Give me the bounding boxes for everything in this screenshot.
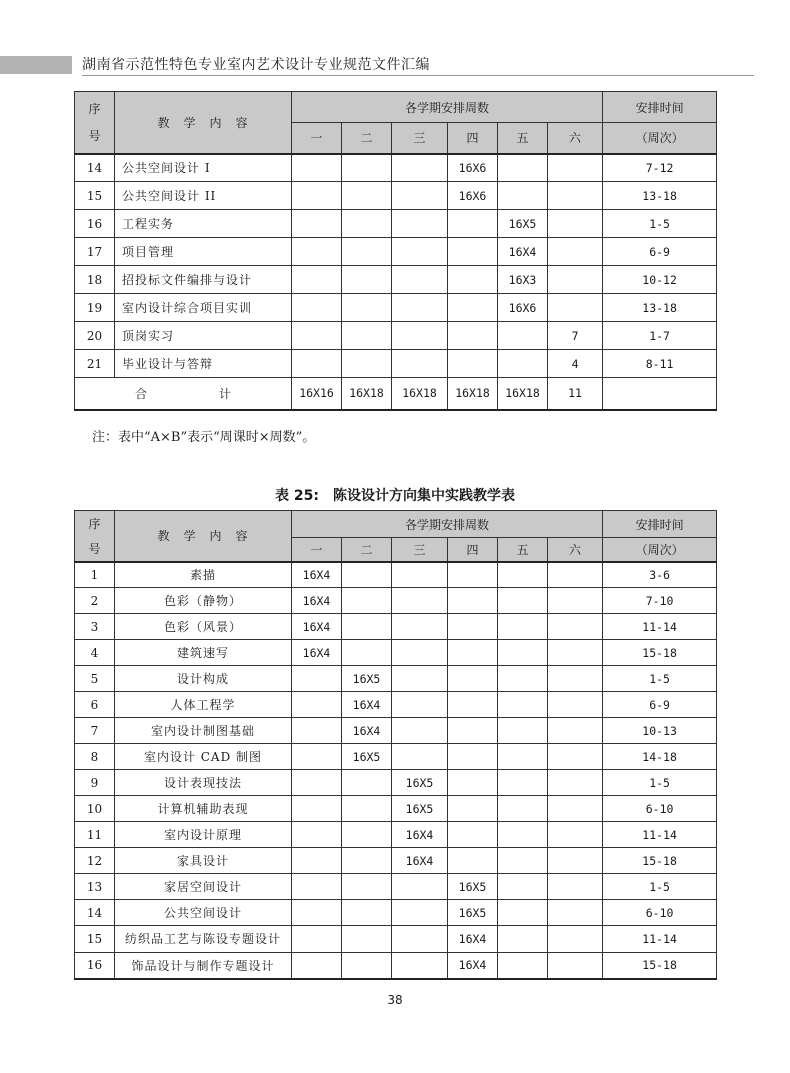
semester-weeks-cell bbox=[392, 562, 448, 588]
semester-weeks-cell bbox=[392, 614, 448, 640]
semester-weeks-cell bbox=[548, 294, 603, 322]
course-content: 色彩（静物） bbox=[115, 588, 292, 614]
semester-weeks-cell bbox=[548, 154, 603, 182]
schedule-time: 10-12 bbox=[603, 266, 717, 294]
schedule-time: 7-12 bbox=[603, 154, 717, 182]
semester-weeks-cell bbox=[498, 718, 548, 744]
header-rule bbox=[82, 75, 754, 76]
header-no-top: 序 bbox=[88, 102, 101, 117]
table-row bbox=[75, 822, 717, 848]
semester-weeks-cell bbox=[448, 322, 498, 350]
semester-weeks-cell bbox=[448, 744, 498, 770]
semester-weeks-cell bbox=[292, 770, 342, 796]
semester-weeks-cell: 16X4 bbox=[292, 562, 342, 588]
semester-weeks-cell bbox=[548, 822, 603, 848]
semester-weeks-cell bbox=[548, 266, 603, 294]
schedule-time: 15-18 bbox=[603, 953, 717, 979]
semester-weeks-cell bbox=[292, 266, 342, 294]
schedule-time: 10-13 bbox=[603, 718, 717, 744]
course-content: 饰品设计与制作专题设计 bbox=[115, 953, 292, 979]
row-number: 15 bbox=[75, 926, 115, 953]
schedule-time: 11-14 bbox=[603, 926, 717, 953]
schedule-time: 8-11 bbox=[603, 350, 717, 378]
table-row bbox=[75, 562, 717, 588]
semester-weeks-cell bbox=[392, 640, 448, 666]
semester-weeks-cell bbox=[498, 953, 548, 979]
total-row bbox=[75, 378, 717, 410]
semester-weeks-cell bbox=[498, 848, 548, 874]
total-time bbox=[603, 378, 717, 410]
semester-weeks-cell bbox=[392, 266, 448, 294]
table-row bbox=[75, 796, 717, 822]
total-semester-cell: 16X18 bbox=[392, 378, 448, 410]
course-content: 室内设计综合项目实训 bbox=[115, 294, 292, 322]
header-weeks-group: 各学期安排周数 bbox=[292, 92, 603, 123]
schedule-time: 11-14 bbox=[603, 822, 717, 848]
semester-weeks-cell bbox=[342, 294, 392, 322]
semester-weeks-cell bbox=[292, 796, 342, 822]
semester-weeks-cell bbox=[548, 744, 603, 770]
page-number: 38 bbox=[387, 993, 403, 1007]
table-row bbox=[75, 874, 717, 900]
semester-weeks-cell bbox=[498, 822, 548, 848]
semester-weeks-cell bbox=[392, 666, 448, 692]
row-number: 9 bbox=[75, 770, 115, 796]
course-content: 纺织品工艺与陈设专题设计 bbox=[115, 926, 292, 953]
header-no-top: 序 bbox=[88, 516, 101, 531]
semester-weeks-cell bbox=[342, 953, 392, 979]
semester-weeks-cell bbox=[448, 614, 498, 640]
header-no-bottom: 号 bbox=[88, 129, 101, 144]
total-semester-cell: 16X18 bbox=[448, 378, 498, 410]
course-content: 设计构成 bbox=[115, 666, 292, 692]
row-number: 13 bbox=[75, 874, 115, 900]
semester-weeks-cell bbox=[448, 640, 498, 666]
course-content: 室内设计原理 bbox=[115, 822, 292, 848]
header-semester: 六 bbox=[548, 538, 603, 562]
total-semester-cell: 16X18 bbox=[342, 378, 392, 410]
header-semester: 三 bbox=[392, 538, 448, 562]
semester-weeks-cell: 16X4 bbox=[342, 692, 392, 718]
semester-weeks-cell bbox=[448, 692, 498, 718]
semester-weeks-cell bbox=[342, 266, 392, 294]
table-note: 注：表中“A×B”表示“周课时×周数”。 bbox=[92, 430, 316, 445]
semester-weeks-cell bbox=[342, 210, 392, 238]
semester-weeks-cell bbox=[342, 322, 392, 350]
semester-weeks-cell bbox=[548, 210, 603, 238]
semester-weeks-cell bbox=[342, 848, 392, 874]
total-semester-cell: 16X18 bbox=[498, 378, 548, 410]
course-content: 公共空间设计 II bbox=[115, 182, 292, 210]
row-number: 1 bbox=[75, 562, 115, 588]
row-number: 6 bbox=[75, 692, 115, 718]
semester-weeks-cell bbox=[392, 294, 448, 322]
header-band bbox=[0, 56, 72, 74]
semester-weeks-cell bbox=[342, 350, 392, 378]
header-semester: 四 bbox=[448, 538, 498, 562]
semester-weeks-cell bbox=[548, 953, 603, 979]
schedule-time: 6-10 bbox=[603, 900, 717, 926]
semester-weeks-cell bbox=[548, 692, 603, 718]
row-number: 17 bbox=[75, 238, 115, 266]
row-number: 7 bbox=[75, 718, 115, 744]
semester-weeks-cell bbox=[498, 770, 548, 796]
semester-weeks-cell bbox=[448, 562, 498, 588]
semester-weeks-cell bbox=[548, 718, 603, 744]
table-row bbox=[75, 666, 717, 692]
semester-weeks-cell bbox=[548, 874, 603, 900]
row-number: 8 bbox=[75, 744, 115, 770]
semester-weeks-cell bbox=[448, 666, 498, 692]
table-row bbox=[75, 926, 717, 953]
semester-weeks-cell: 16X4 bbox=[292, 614, 342, 640]
semester-weeks-cell bbox=[548, 562, 603, 588]
schedule-time: 13-18 bbox=[603, 294, 717, 322]
header-content: 教 学 内 容 bbox=[115, 92, 292, 154]
table-row bbox=[75, 900, 717, 926]
header-no bbox=[75, 511, 115, 562]
semester-weeks-cell bbox=[342, 874, 392, 900]
semester-weeks-cell bbox=[392, 874, 448, 900]
table-row bbox=[75, 210, 717, 238]
semester-weeks-cell bbox=[498, 154, 548, 182]
semester-weeks-cell: 16X4 bbox=[498, 238, 548, 266]
table-row bbox=[75, 588, 717, 614]
header-semester: 一 bbox=[292, 123, 342, 154]
row-number: 12 bbox=[75, 848, 115, 874]
semester-weeks-cell bbox=[292, 926, 342, 953]
semester-weeks-cell: 16X5 bbox=[342, 666, 392, 692]
total-semester-cell: 16X16 bbox=[292, 378, 342, 410]
semester-weeks-cell bbox=[392, 238, 448, 266]
semester-weeks-cell bbox=[548, 182, 603, 210]
practice-teaching-table bbox=[74, 510, 717, 980]
semester-weeks-cell: 7 bbox=[548, 322, 603, 350]
semester-weeks-cell bbox=[448, 770, 498, 796]
semester-weeks-cell bbox=[342, 900, 392, 926]
row-number: 5 bbox=[75, 666, 115, 692]
semester-weeks-cell bbox=[292, 182, 342, 210]
table-row bbox=[75, 322, 717, 350]
schedule-time: 1-5 bbox=[603, 666, 717, 692]
row-number: 4 bbox=[75, 640, 115, 666]
header-no bbox=[75, 92, 115, 154]
semester-weeks-cell bbox=[498, 692, 548, 718]
semester-weeks-cell bbox=[342, 614, 392, 640]
semester-weeks-cell bbox=[292, 718, 342, 744]
semester-weeks-cell bbox=[548, 796, 603, 822]
semester-weeks-cell bbox=[498, 350, 548, 378]
row-number: 21 bbox=[75, 350, 115, 378]
row-number: 16 bbox=[75, 210, 115, 238]
row-number: 14 bbox=[75, 900, 115, 926]
semester-weeks-cell bbox=[342, 182, 392, 210]
semester-weeks-cell bbox=[498, 614, 548, 640]
semester-weeks-cell bbox=[448, 238, 498, 266]
semester-weeks-cell bbox=[498, 666, 548, 692]
table-row bbox=[75, 350, 717, 378]
semester-weeks-cell: 16X4 bbox=[392, 848, 448, 874]
header-semester: 二 bbox=[342, 538, 392, 562]
header-semester: 一 bbox=[292, 538, 342, 562]
row-number: 20 bbox=[75, 322, 115, 350]
schedule-time: 6-9 bbox=[603, 238, 717, 266]
row-number: 3 bbox=[75, 614, 115, 640]
running-header-title: 湖南省示范性特色专业室内艺术设计专业规范文件汇编 bbox=[82, 57, 430, 73]
semester-weeks-cell bbox=[498, 744, 548, 770]
schedule-time: 14-18 bbox=[603, 744, 717, 770]
course-content: 室内设计 CAD 制图 bbox=[115, 744, 292, 770]
schedule-time: 6-10 bbox=[603, 796, 717, 822]
semester-weeks-cell bbox=[448, 822, 498, 848]
semester-weeks-cell: 4 bbox=[548, 350, 603, 378]
semester-weeks-cell bbox=[548, 614, 603, 640]
semester-weeks-cell bbox=[342, 822, 392, 848]
row-number: 18 bbox=[75, 266, 115, 294]
course-content: 人体工程学 bbox=[115, 692, 292, 718]
schedule-time: 1-5 bbox=[603, 874, 717, 900]
semester-weeks-cell bbox=[498, 796, 548, 822]
header-content: 教 学 内 容 bbox=[115, 511, 292, 562]
semester-weeks-cell bbox=[448, 796, 498, 822]
semester-weeks-cell bbox=[392, 322, 448, 350]
table-row bbox=[75, 640, 717, 666]
semester-weeks-cell bbox=[498, 874, 548, 900]
semester-weeks-cell: 16X5 bbox=[448, 900, 498, 926]
table-row bbox=[75, 848, 717, 874]
semester-weeks-cell bbox=[342, 588, 392, 614]
semester-weeks-cell bbox=[448, 350, 498, 378]
course-content: 素描 bbox=[115, 562, 292, 588]
semester-weeks-cell bbox=[392, 744, 448, 770]
semester-weeks-cell: 16X4 bbox=[292, 588, 342, 614]
course-content: 色彩（风景） bbox=[115, 614, 292, 640]
semester-weeks-cell: 16X4 bbox=[342, 718, 392, 744]
course-content: 项目管理 bbox=[115, 238, 292, 266]
table-row bbox=[75, 614, 717, 640]
semester-weeks-cell bbox=[548, 666, 603, 692]
semester-weeks-cell bbox=[392, 953, 448, 979]
header-semester: 二 bbox=[342, 123, 392, 154]
semester-weeks-cell bbox=[292, 238, 342, 266]
table-row bbox=[75, 692, 717, 718]
table-row bbox=[75, 182, 717, 210]
semester-weeks-cell bbox=[292, 692, 342, 718]
semester-weeks-cell: 16X5 bbox=[448, 874, 498, 900]
course-content: 设计表现技法 bbox=[115, 770, 292, 796]
total-semester-cell: 11 bbox=[548, 378, 603, 410]
course-content: 室内设计制图基础 bbox=[115, 718, 292, 744]
header-weeks-group: 各学期安排周数 bbox=[292, 511, 603, 538]
semester-weeks-cell bbox=[392, 692, 448, 718]
course-content: 计算机辅助表现 bbox=[115, 796, 292, 822]
semester-weeks-cell bbox=[498, 926, 548, 953]
semester-weeks-cell bbox=[292, 874, 342, 900]
semester-weeks-cell bbox=[292, 900, 342, 926]
semester-weeks-cell bbox=[548, 640, 603, 666]
course-content: 建筑速写 bbox=[115, 640, 292, 666]
table-row bbox=[75, 266, 717, 294]
semester-weeks-cell bbox=[292, 744, 342, 770]
semester-weeks-cell: 16X5 bbox=[392, 770, 448, 796]
header-time-bottom: （周次） bbox=[603, 538, 717, 562]
course-content: 招投标文件编排与设计 bbox=[115, 266, 292, 294]
schedule-time: 3-6 bbox=[603, 562, 717, 588]
header-semester: 三 bbox=[392, 123, 448, 154]
semester-weeks-cell bbox=[292, 848, 342, 874]
table-row bbox=[75, 953, 717, 979]
table-row bbox=[75, 744, 717, 770]
header-semester: 五 bbox=[498, 538, 548, 562]
schedule-time: 7-10 bbox=[603, 588, 717, 614]
row-number: 16 bbox=[75, 953, 115, 979]
schedule-time: 15-18 bbox=[603, 640, 717, 666]
schedule-time: 1-5 bbox=[603, 770, 717, 796]
semester-weeks-cell: 16X6 bbox=[448, 182, 498, 210]
semester-weeks-cell bbox=[548, 588, 603, 614]
semester-weeks-cell bbox=[448, 718, 498, 744]
semester-weeks-cell: 16X5 bbox=[498, 210, 548, 238]
semester-weeks-cell: 16X6 bbox=[498, 294, 548, 322]
table-caption: 表 25: 陈设设计方向集中实践教学表 bbox=[275, 488, 515, 504]
semester-weeks-cell bbox=[292, 666, 342, 692]
semester-weeks-cell bbox=[498, 562, 548, 588]
semester-weeks-cell bbox=[498, 322, 548, 350]
semester-weeks-cell bbox=[292, 953, 342, 979]
semester-weeks-cell bbox=[392, 182, 448, 210]
schedule-table-continued bbox=[74, 91, 717, 411]
semester-weeks-cell bbox=[498, 640, 548, 666]
semester-weeks-cell bbox=[448, 588, 498, 614]
semester-weeks-cell: 16X5 bbox=[342, 744, 392, 770]
row-number: 2 bbox=[75, 588, 115, 614]
semester-weeks-cell: 16X5 bbox=[392, 796, 448, 822]
schedule-time: 1-7 bbox=[603, 322, 717, 350]
course-content: 家居空间设计 bbox=[115, 874, 292, 900]
course-content: 顶岗实习 bbox=[115, 322, 292, 350]
table-row bbox=[75, 770, 717, 796]
course-content: 毕业设计与答辩 bbox=[115, 350, 292, 378]
semester-weeks-cell bbox=[342, 926, 392, 953]
schedule-time: 15-18 bbox=[603, 848, 717, 874]
semester-weeks-cell bbox=[292, 822, 342, 848]
semester-weeks-cell bbox=[392, 210, 448, 238]
semester-weeks-cell bbox=[448, 266, 498, 294]
schedule-time: 6-9 bbox=[603, 692, 717, 718]
semester-weeks-cell bbox=[498, 588, 548, 614]
semester-weeks-cell bbox=[292, 210, 342, 238]
semester-weeks-cell bbox=[548, 848, 603, 874]
semester-weeks-cell bbox=[392, 350, 448, 378]
semester-weeks-cell bbox=[342, 238, 392, 266]
header-semester: 五 bbox=[498, 123, 548, 154]
schedule-time: 1-5 bbox=[603, 210, 717, 238]
semester-weeks-cell bbox=[448, 294, 498, 322]
semester-weeks-cell bbox=[392, 154, 448, 182]
schedule-time: 11-14 bbox=[603, 614, 717, 640]
semester-weeks-cell bbox=[548, 770, 603, 796]
header-time-bottom: （周次） bbox=[603, 123, 717, 154]
semester-weeks-cell bbox=[292, 322, 342, 350]
semester-weeks-cell bbox=[292, 154, 342, 182]
semester-weeks-cell bbox=[448, 848, 498, 874]
semester-weeks-cell bbox=[548, 900, 603, 926]
semester-weeks-cell bbox=[342, 640, 392, 666]
header-no-bottom: 号 bbox=[88, 541, 101, 556]
semester-weeks-cell bbox=[548, 926, 603, 953]
row-number: 11 bbox=[75, 822, 115, 848]
semester-weeks-cell bbox=[498, 900, 548, 926]
semester-weeks-cell bbox=[392, 588, 448, 614]
row-number: 10 bbox=[75, 796, 115, 822]
semester-weeks-cell bbox=[342, 562, 392, 588]
table-row bbox=[75, 154, 717, 182]
semester-weeks-cell bbox=[292, 294, 342, 322]
table-row bbox=[75, 238, 717, 266]
course-content: 公共空间设计 I bbox=[115, 154, 292, 182]
semester-weeks-cell: 16X4 bbox=[292, 640, 342, 666]
semester-weeks-cell: 16X3 bbox=[498, 266, 548, 294]
header-time-top: 安排时间 bbox=[603, 92, 717, 123]
semester-weeks-cell: 16X6 bbox=[448, 154, 498, 182]
semester-weeks-cell bbox=[498, 182, 548, 210]
semester-weeks-cell: 16X4 bbox=[392, 822, 448, 848]
row-number: 15 bbox=[75, 182, 115, 210]
total-label: 合 计 bbox=[75, 378, 292, 410]
row-number: 19 bbox=[75, 294, 115, 322]
row-number: 14 bbox=[75, 154, 115, 182]
course-content: 工程实务 bbox=[115, 210, 292, 238]
semester-weeks-cell bbox=[342, 154, 392, 182]
semester-weeks-cell bbox=[392, 926, 448, 953]
semester-weeks-cell bbox=[392, 900, 448, 926]
schedule-time: 13-18 bbox=[603, 182, 717, 210]
table-row bbox=[75, 294, 717, 322]
header-semester: 四 bbox=[448, 123, 498, 154]
header-time-top: 安排时间 bbox=[603, 511, 717, 538]
table-row bbox=[75, 718, 717, 744]
semester-weeks-cell: 16X4 bbox=[448, 926, 498, 953]
course-content: 公共空间设计 bbox=[115, 900, 292, 926]
semester-weeks-cell bbox=[548, 238, 603, 266]
semester-weeks-cell bbox=[392, 718, 448, 744]
semester-weeks-cell bbox=[292, 350, 342, 378]
header-semester: 六 bbox=[548, 123, 603, 154]
course-content: 家具设计 bbox=[115, 848, 292, 874]
semester-weeks-cell: 16X4 bbox=[448, 953, 498, 979]
semester-weeks-cell bbox=[342, 770, 392, 796]
semester-weeks-cell bbox=[448, 210, 498, 238]
semester-weeks-cell bbox=[342, 796, 392, 822]
